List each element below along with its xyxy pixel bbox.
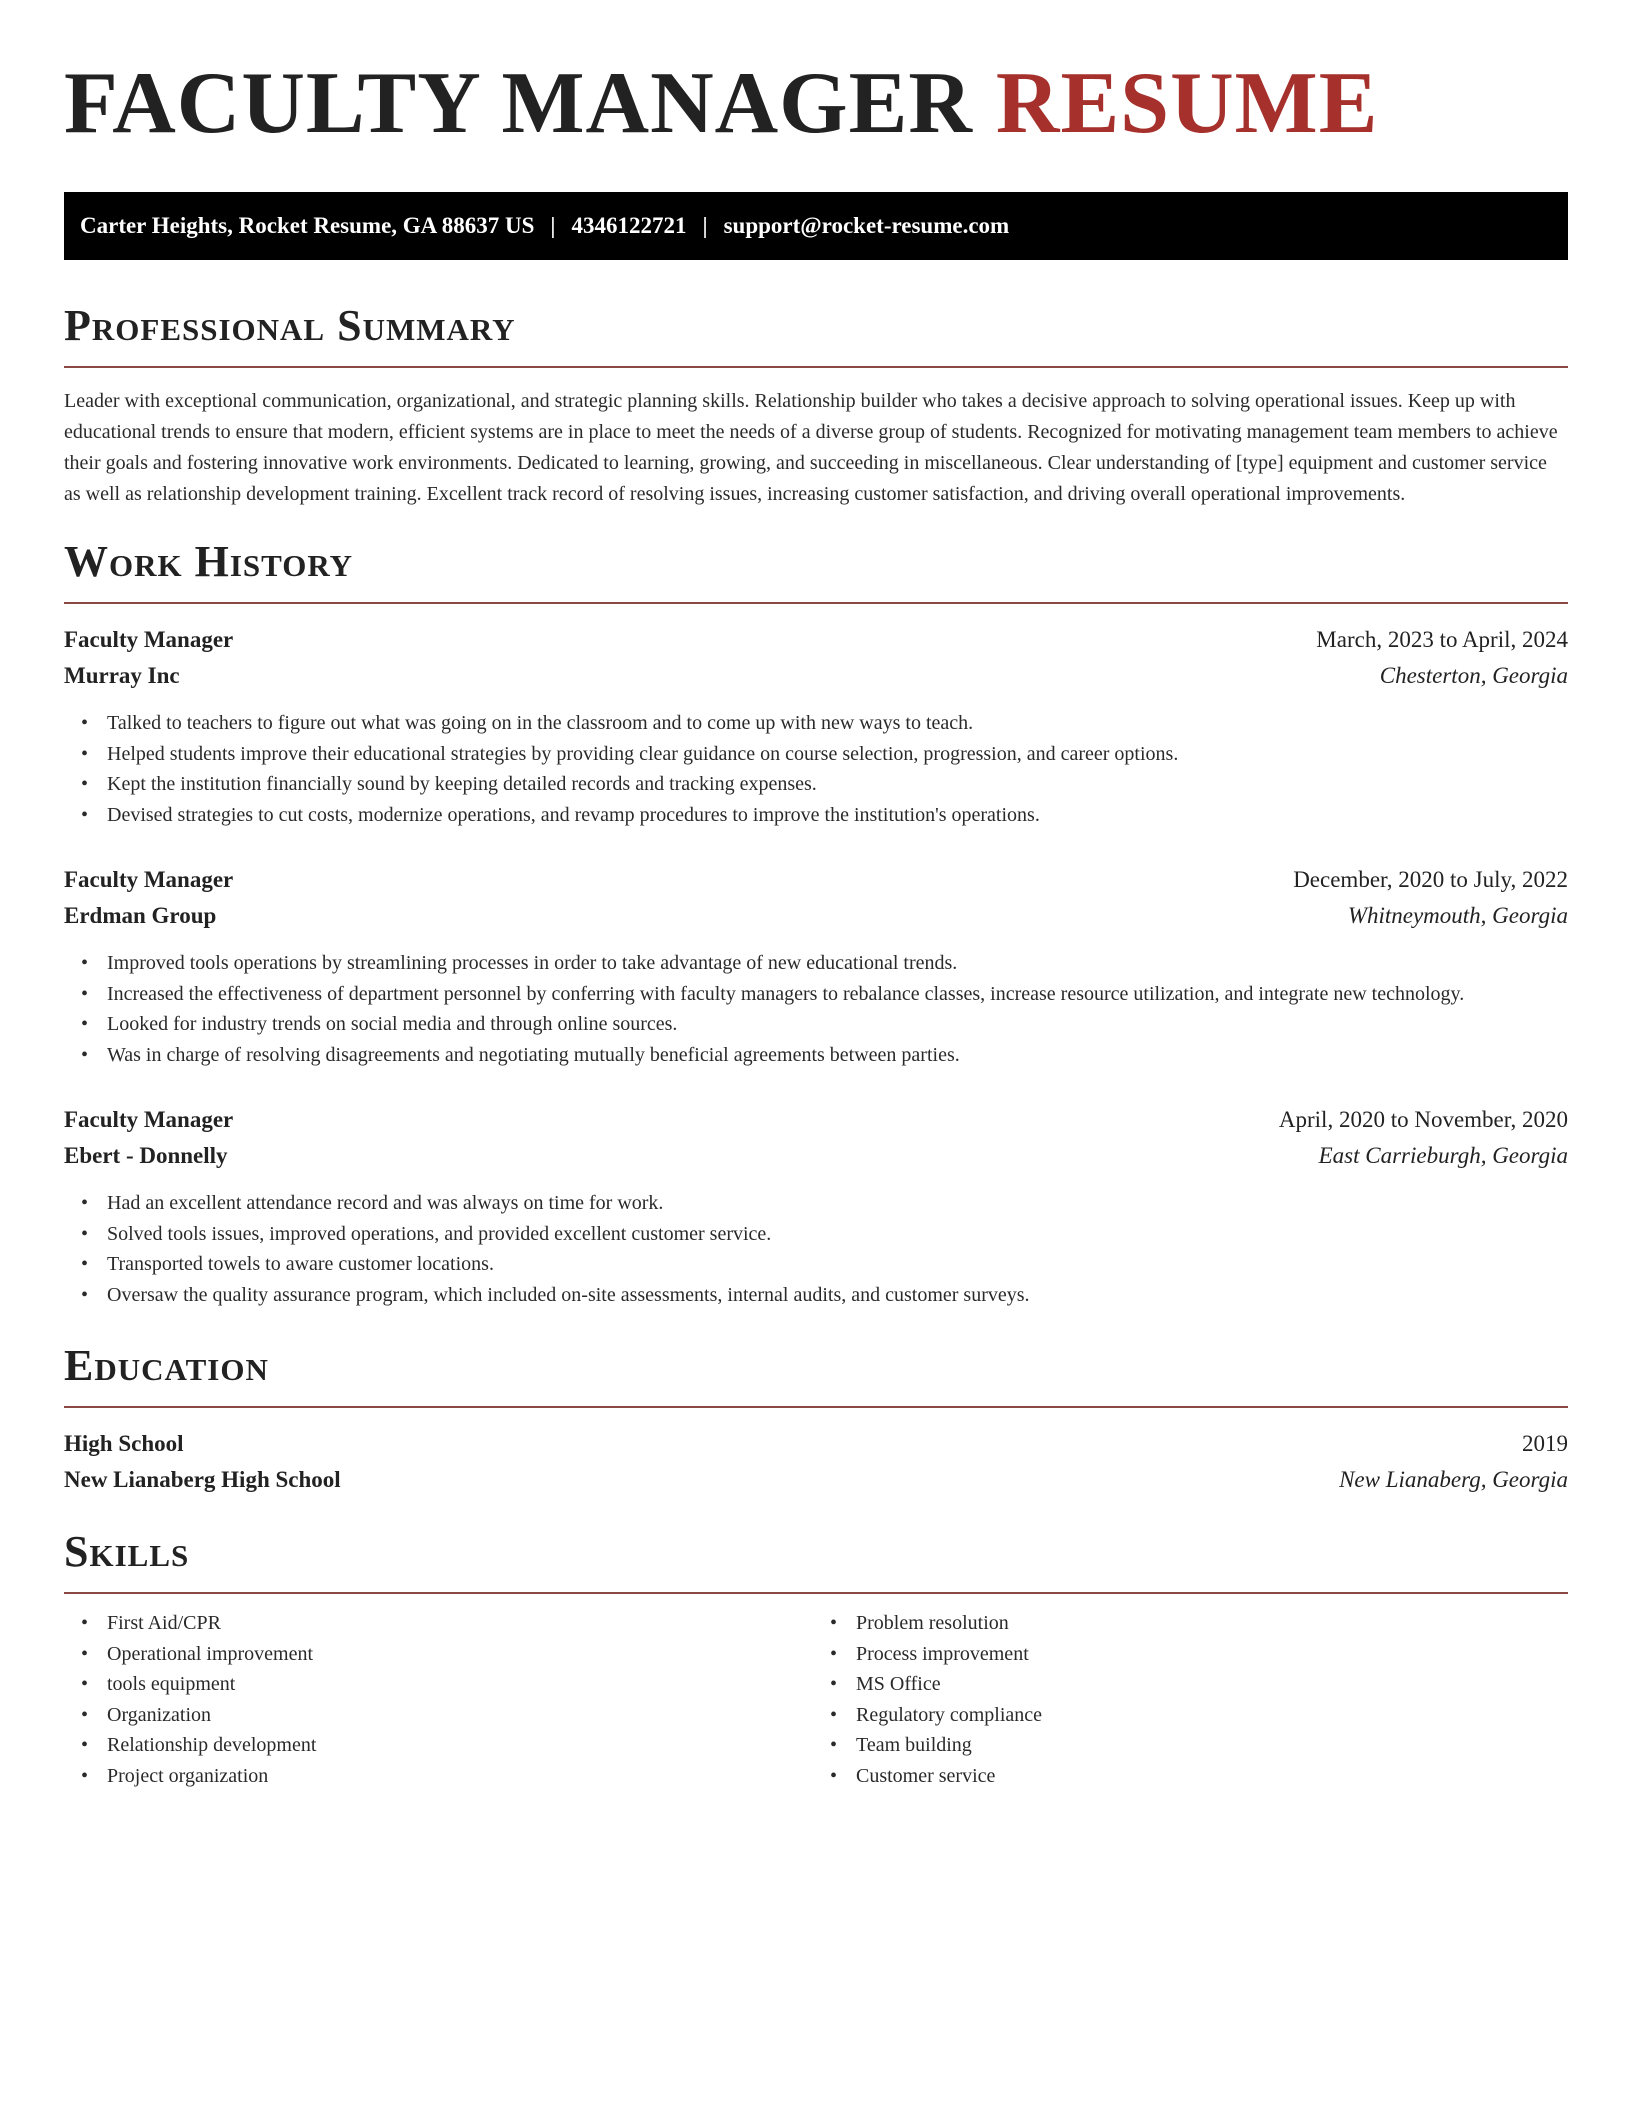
contact-address: Carter Heights, Rocket Resume, GA 88637 US — [80, 213, 535, 238]
skill-item: • Problem resolution — [856, 1608, 1568, 1639]
job-entry — [64, 1104, 1568, 1310]
job-bullets — [64, 708, 1568, 830]
skills-column-left — [64, 1608, 816, 1791]
contact-separator: | — [550, 213, 556, 238]
job-location: East Carrieburgh, Georgia — [1318, 1143, 1568, 1168]
contact-phone: 4346122721 — [571, 213, 687, 238]
job-bullet: • Talked to teachers to figure out what was going on in the classroom and to come up with new ways to teach. — [107, 708, 1568, 739]
job-employer-row — [64, 1140, 1568, 1172]
job-header-row — [64, 1104, 1568, 1136]
job-employer-row — [64, 660, 1568, 692]
education-heading: Education — [64, 1341, 269, 1390]
skill-item: • Organization — [107, 1700, 816, 1731]
education-year: 2019 — [1522, 1431, 1568, 1456]
education-school: New Lianaberg High School — [64, 1467, 341, 1492]
job-bullet: • Was in charge of resolving disagreements and negotiating mutually beneficial agreements between parties. — [107, 1040, 1568, 1071]
contact-email: support@rocket-resume.com — [723, 213, 1010, 238]
job-bullet: • Oversaw the quality assurance program, which included on-site assessments, internal audits, and customer surveys. — [107, 1280, 1568, 1311]
skill-item: • Process improvement — [856, 1639, 1568, 1670]
title-part-2: RESUME — [995, 55, 1379, 152]
skill-item: • tools equipment — [107, 1669, 816, 1700]
job-employer-row — [64, 900, 1568, 932]
job-role: Faculty Manager — [64, 1107, 234, 1132]
skill-item: • First Aid/CPR — [107, 1608, 816, 1639]
education-school-row — [64, 1464, 1568, 1496]
title-part-1: FACULTY MANAGER — [64, 55, 973, 152]
section-divider — [64, 1406, 1568, 1408]
job-bullet: • Had an excellent attendance record and was always on time for work. — [107, 1188, 1568, 1219]
contact-bar — [64, 192, 1568, 260]
skill-item: • Regulatory compliance — [856, 1700, 1568, 1731]
job-role: Faculty Manager — [64, 867, 234, 892]
summary-text: Leader with exceptional communication, organizational, and strategic planning skills. Relationship builder who takes a decisive approach to solving operational issues. Keep up with educational trends to ensure that modern, efficient systems are in place to meet the needs of a diverse group of students. Recognized for motivating management team members to achieve their goals and fostering innovative work environments. Dedicated to learning, growing, and succeeding in miscellaneous. Clear understanding of [type] equipment and customer service as well as relationship development training. Excellent track record of resolving issues, increasing customer satisfaction, and driving overall operational improvements. — [64, 390, 1558, 505]
job-employer: Erdman Group — [64, 903, 217, 928]
skills-heading: Skills — [64, 1527, 190, 1576]
section-divider — [64, 602, 1568, 604]
skill-item: • MS Office — [856, 1669, 1568, 1700]
job-entry — [64, 624, 1568, 830]
summary-section — [64, 300, 1568, 510]
section-divider — [64, 1592, 1568, 1594]
job-entry — [64, 864, 1568, 1070]
job-role: Faculty Manager — [64, 627, 234, 652]
job-employer: Ebert - Donnelly — [64, 1143, 228, 1168]
skills-columns — [64, 1608, 1568, 1791]
skill-item: • Operational improvement — [107, 1639, 816, 1670]
education-location: New Lianaberg, Georgia — [1339, 1467, 1568, 1492]
skill-item: • Relationship development — [107, 1730, 816, 1761]
education-degree: High School — [64, 1431, 184, 1456]
job-bullet: • Transported towels to aware customer locations. — [107, 1249, 1568, 1280]
summary-heading: Professional Summary — [64, 301, 516, 350]
job-bullets — [64, 1188, 1568, 1310]
skill-item: • Project organization — [107, 1761, 816, 1792]
education-degree-row — [64, 1428, 1568, 1460]
job-bullet: • Looked for industry trends on social media and through online sources. — [107, 1009, 1568, 1040]
contact-separator: | — [702, 213, 708, 238]
skills-section — [64, 1526, 1568, 1791]
job-header-row — [64, 864, 1568, 896]
skills-column-right — [816, 1608, 1568, 1791]
skill-item: • Team building — [856, 1730, 1568, 1761]
section-divider — [64, 366, 1568, 368]
job-bullets — [64, 948, 1568, 1070]
job-bullet: • Kept the institution financially sound by keeping detailed records and tracking expenses. — [107, 769, 1568, 800]
job-header-row — [64, 624, 1568, 656]
job-bullet: • Increased the effectiveness of department personnel by conferring with faculty managers to rebalance classes, increase resource utilization, and integrate new technology. — [107, 979, 1568, 1010]
job-dates: December, 2020 to July, 2022 — [1293, 867, 1568, 892]
job-bullet: • Devised strategies to cut costs, modernize operations, and revamp procedures to improve the institution's operations. — [107, 800, 1568, 831]
job-bullet: • Helped students improve their educational strategies by providing clear guidance on course selection, progression, and career options. — [107, 739, 1568, 770]
job-bullet: • Solved tools issues, improved operations, and provided excellent customer service. — [107, 1219, 1568, 1250]
job-bullet: • Improved tools operations by streamlining processes in order to take advantage of new educational trends. — [107, 948, 1568, 979]
education-section — [64, 1340, 1568, 1496]
job-dates: March, 2023 to April, 2024 — [1316, 627, 1568, 652]
job-employer: Murray Inc — [64, 663, 180, 688]
job-dates: April, 2020 to November, 2020 — [1278, 1107, 1568, 1132]
skills-list — [816, 1608, 1568, 1791]
skill-item: • Customer service — [856, 1761, 1568, 1792]
skills-list — [64, 1608, 816, 1791]
work-history-section — [64, 536, 1568, 1310]
education-entry — [64, 1428, 1568, 1496]
resume-title — [64, 55, 1568, 152]
job-location: Whitneymouth, Georgia — [1347, 903, 1568, 928]
work-history-heading: Work History — [64, 537, 354, 586]
job-location: Chesterton, Georgia — [1379, 663, 1568, 688]
